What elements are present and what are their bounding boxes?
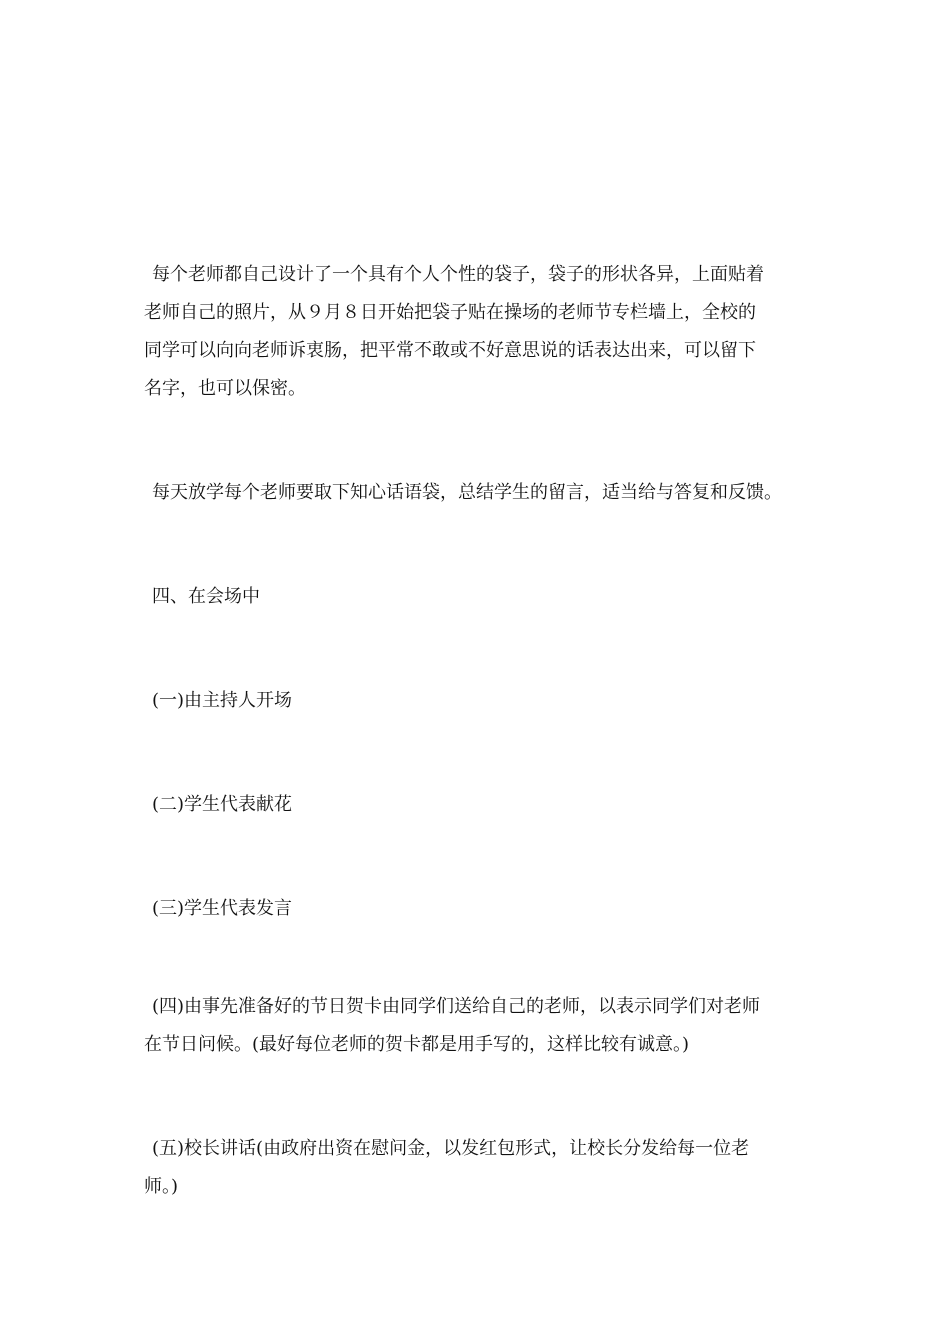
text-line: (二)学生代表献花 (152, 794, 293, 815)
list-item (144, 1130, 824, 1206)
paragraph-daily-review (144, 474, 824, 512)
text-line: 每天放学每个老师要取下知心话语袋，总结学生的留言，适当给与答复和反馈。 (152, 482, 782, 503)
list-item (144, 682, 824, 720)
text-line: 在节日问候。(最好每位老师的贺卡都是用手写的，这样比较有诚意。) (144, 1034, 690, 1055)
text-line: 师。) (144, 1176, 179, 1197)
text-line: (四)由事先准备好的节日贺卡由同学们送给自己的老师，以表示同学们对老师 (152, 996, 761, 1017)
text-line: 每个老师都自己设计了一个具有个人个性的袋子，袋子的形状各异，上面贴着 (152, 264, 764, 285)
text-line: 老师自己的照片，从９月８日开始把袋子贴在操场的老师节专栏墙上，全校的 (144, 302, 756, 323)
section-heading (144, 578, 824, 616)
text-line: (三)学生代表发言 (152, 898, 293, 919)
text-line: (一)由主持人开场 (152, 690, 293, 711)
text-line: 四、在会场中 (152, 586, 260, 607)
paragraph-teacher-bags (144, 256, 824, 408)
list-item (144, 890, 824, 928)
list-item (144, 988, 824, 1064)
text-line: 名字，也可以保密。 (144, 378, 306, 399)
text-line: (五)校长讲话(由政府出资在慰问金，以发红包形式，让校长分发给每一位老 (152, 1138, 750, 1159)
list-item (144, 786, 824, 824)
text-line: 同学可以向向老师诉衷肠，把平常不敢或不好意思说的话表达出来，可以留下 (144, 340, 756, 361)
